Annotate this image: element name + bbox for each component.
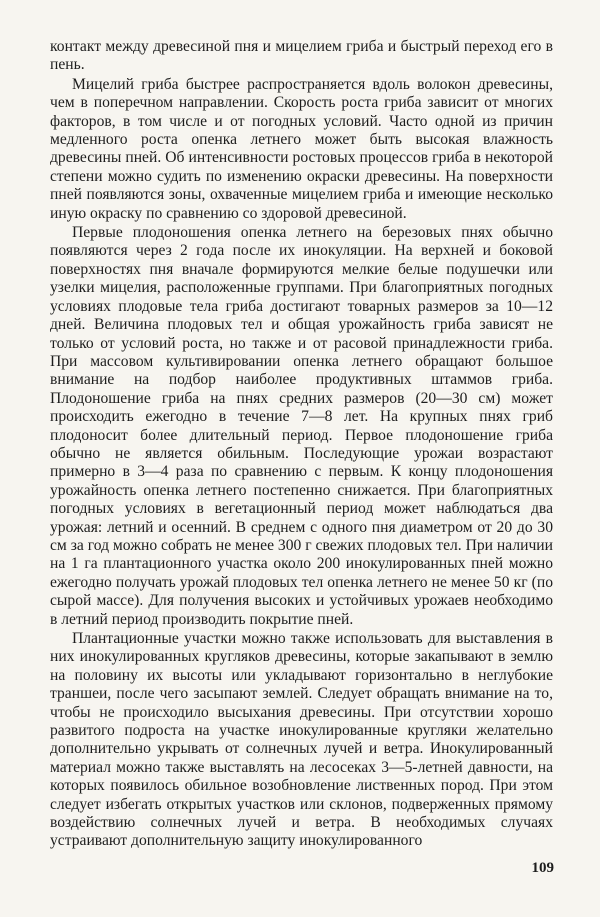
paragraph-plantation-plots: Плантационные участки можно также использовать для выставления в них инокулированных кругляков древесины, которые закапывают в землю на половину их высоты или укладывают горизонтально в неглубокие траншеи, после чего засыпают землей. Следует обращать внимание на то, чтобы не происходило высыхания древесины. При отсутствии хорошо развитого подроста на участке инокулированные кругляки желательно дополнительно укрывать от солнечных лучей и ветра. Инокулированный материал можно также выставлять на лесосеках 3—5-летней давности, на которых появилось обильное возобновление лиственных пород. При этом следует избегать открытых участков или склонов, подверженных прямому воздействию солнечных лучей и ветра. В необходимых случаях устраивают дополнительную защиту инокулированного (50, 630, 553, 850)
paragraph-mycelium-growth: Мицелий гриба быстрее распространяется вдоль волокон древесины, чем в поперечном направлении. Скорость роста гриба зависит от многих факторов, в том числе и от погодных условий. Часто одной из причин медленного роста опенка летнего может быть высокая влажность древесины пней. Об интенсивности ростовых процессов гриба в некоторой степени можно судить по изменению окраски древесины. На поверхности пней появляются зоны, охваченные мицелием гриба и имеющие несколько иную окраску по сравнению со здоровой древесиной. (50, 75, 553, 222)
paragraph-continuation: контакт между древесиной пня и мицелием гриба и быстрый переход его в пень. (50, 38, 553, 74)
page-number: 109 (531, 860, 554, 876)
body-text (50, 38, 553, 851)
paragraph-first-fruiting: Первые плодоношения опенка летнего на березовых пнях обычно появляются через 2 года после их инокуляции. На верхней и боковой поверхностях пня вначале формируются мелкие белые подушечки или узелки мицелия, расположенные группами. При благоприятных погодных условиях плодовые тела гриба достигают товарных размеров за 10—12 дней. Величина плодовых тел и общая урожайность гриба зависят не только от условий роста, но также и от расовой принадлежности гриба. При массовом культивировании опенка летнего обращают большое внимание на подбор наиболее продуктивных штаммов гриба. Плодоношение гриба на пнях средних размеров (20—30 см) может происходить ежегодно в течение 7—8 лет. На крупных пнях гриб плодоносит более длительный период. Первое плодоношение гриба обычно не является обильным. Последующие урожаи возрастают примерно в 3—4 раза по сравнению с первым. К концу плодоношения урожайность опенка летнего постепенно снижается. При благоприятных погодных условиях в вегетационный период может наблюдаться два урожая: летний и осенний. В среднем с одного пня диаметром от 20 до 30 см за год можно собрать не менее 300 г свежих плодовых тел. При наличии на 1 га плантационного участка около 200 инокулированных пней можно ежегодно получать урожай плодовых тел опенка летнего не менее 50 кг (по сырой массе). Для получения высоких и устойчивых урожаев необходимо в летний период производить покрытие пней. (50, 224, 553, 628)
